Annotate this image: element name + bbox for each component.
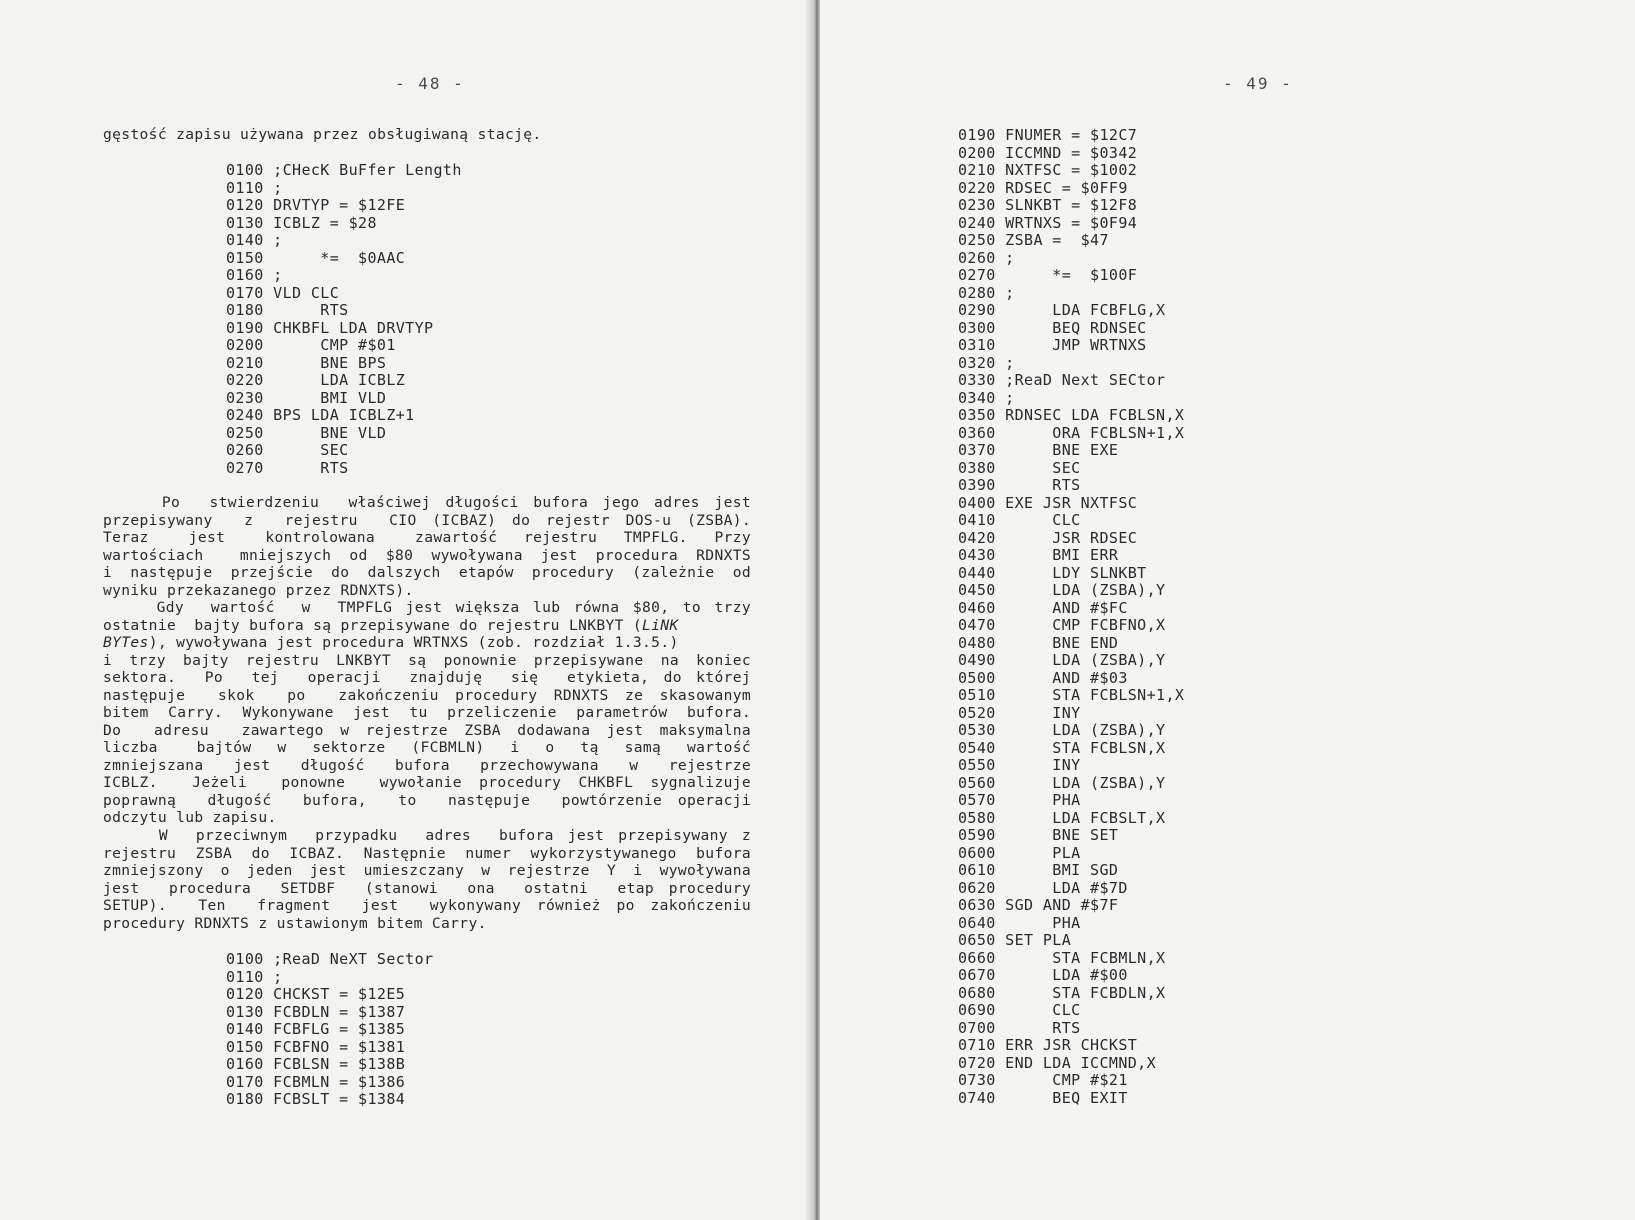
code-line: 0210 BNE BPS: [226, 353, 387, 372]
code-line: 0510 STA FCBLSN+1,X: [958, 686, 1185, 704]
code-line: 0660 STA FCBMLN,X: [958, 948, 1166, 967]
paragraph-line: odczytu lub zapisu.: [103, 809, 277, 826]
paragraph-line: sektora. Po tej operacji znajduję się etykieta, do której: [103, 669, 751, 686]
paragraph-line: Teraz jest kontrolowana zawartość rejestru TMPFLG. Przy: [103, 529, 751, 546]
paragraph-line: bitem Carry. Wykonywane jest tu przeliczenie parametrów bufora.: [103, 704, 751, 721]
code-line: 0400 EXE JSR NXTFSC: [958, 493, 1138, 512]
code-line: 0230 SLNKBT = $12F8: [958, 196, 1138, 214]
code-line: 0610 BMI SGD: [958, 861, 1119, 879]
code-line: 0140 ;: [226, 231, 283, 249]
code-line: 0230 BMI VLD: [226, 388, 387, 407]
paragraph-line: wartościach mniejszych od $80 wywoływana jest procedura RDNXTS: [103, 546, 751, 564]
code-line: 0520 INY: [958, 703, 1081, 722]
code-line: 0380 SEC: [958, 458, 1081, 477]
left-page: [0, 0, 812, 1220]
intro-line: gęstość zapisu używana przez obsługiwaną stację.: [103, 126, 542, 143]
paragraph-line: przepisywany z rejestru CIO (ICBAZ) do rejestr DOS-u (ZSBA).: [103, 511, 751, 529]
code-line: 0280 ;: [958, 283, 1015, 302]
paragraph-line: poprawną długość bufora, to następuje powtórzenie operacji: [103, 791, 751, 809]
code-line: 0190 FNUMER = $12C7: [958, 126, 1138, 144]
paragraph-line: zmniejszana jest długość bufora przechowywana w rejestrze: [103, 756, 751, 774]
code-line: 0680 STA FCBDLN,X: [958, 983, 1166, 1002]
code-line: 0670 LDA #$00: [958, 966, 1128, 984]
paragraph-line: rejestru ZSBA do ICBAZ. Następnie numer wykorzystywanego bufora: [103, 844, 751, 862]
code-line: 0150 FCBFNO = $1381: [226, 1037, 406, 1056]
code-line: 0710 ERR JSR CHCKST: [958, 1036, 1138, 1054]
code-line: 0220 LDA ICBLZ: [226, 371, 406, 389]
paragraph-line: następuje skok po zakończeniu procedury RDNXTS ze skasowanym: [103, 686, 751, 704]
code-line: 0250 ZSBA = $47: [958, 231, 1109, 249]
code-line: 0200 ICCMND = $0342: [958, 143, 1138, 162]
page-number: - 49 -: [1223, 74, 1293, 93]
code-line: 0100 ;CHecK BuFfer Length: [226, 161, 462, 179]
paragraph-line: liczba bajtów w sektorze (FCBMLN) i o tą samą wartość: [103, 739, 751, 756]
paragraph-line: Do adresu zawartego w rejestrze ZSBA dodawana jest maksymalna: [103, 721, 751, 739]
code-line: 0200 CMP #$01: [226, 336, 396, 354]
code-line: 0240 BPS LDA ICBLZ+1: [226, 406, 415, 424]
code-line: 0620 LDA #$7D: [958, 878, 1128, 897]
code-line: 0210 NXTFSC = $1002: [958, 161, 1138, 179]
paragraph-line: wyniku przekazanego przez RDNXTS).: [103, 581, 414, 599]
code-line: 0180 FCBSLT = $1384: [226, 1090, 406, 1108]
code-line: 0690 CLC: [958, 1001, 1081, 1019]
code-line: 0170 VLD CLC: [226, 283, 340, 302]
code-line: 0270 *= $100F: [958, 266, 1138, 284]
code-line: 0220 RDSEC = $0FF9: [958, 178, 1128, 197]
code-line: 0640 PHA: [958, 913, 1081, 932]
code-line: 0630 SGD AND #$7F: [958, 896, 1119, 914]
code-line: 0260 SEC: [226, 441, 349, 459]
code-line: 0580 LDA FCBSLT,X: [958, 808, 1166, 827]
code-line: 0560 LDA (ZSBA),Y: [958, 773, 1166, 792]
code-line: 0260 ;: [958, 248, 1015, 267]
paragraph-line: Gdy wartość w TMPFLG jest większa lub równa $80, to trzy: [103, 599, 751, 616]
code-line: 0290 LDA FCBFLG,X: [958, 301, 1166, 319]
code-line: 0650 SET PLA: [958, 931, 1072, 949]
code-line: 0270 RTS: [226, 458, 349, 477]
code-line: 0100 ;ReaD NeXT Sector: [226, 950, 434, 968]
code-line: 0410 CLC: [958, 511, 1081, 529]
paragraph-line: procedury RDNXTS z ustawionym bitem Carry.: [103, 914, 487, 932]
code-line: 0480 BNE END: [958, 633, 1119, 652]
code-line: 0530 LDA (ZSBA),Y: [958, 721, 1166, 739]
italic-term: BYTes: [103, 634, 149, 651]
paragraph-line-text: ), wywoływana jest procedura WRTNXS (zob. rozdział 1.3.5.): [148, 634, 679, 651]
code-line: 0460 AND #$FC: [958, 598, 1128, 617]
code-line: 0250 BNE VLD: [226, 423, 387, 442]
paragraph-line: [103, 617, 751, 635]
code-line: 0150 *= $0AAC: [226, 248, 406, 267]
paragraph-line: i trzy bajty rejestru LNKBYT są ponownie przepisywane na koniec: [103, 651, 751, 669]
paragraph-line: [103, 634, 751, 652]
code-line: 0180 RTS: [226, 301, 349, 319]
code-line: 0110 ;: [226, 178, 283, 197]
paragraph-line: SETUP). Ten fragment jest wykonywany również po zakończeniu: [103, 897, 751, 914]
code-line: 0570 PHA: [958, 791, 1081, 809]
code-line: 0740 BEQ EXIT: [958, 1088, 1128, 1107]
code-line: 0440 LDY SLNKBT: [958, 563, 1147, 582]
code-line: 0500 AND #$03: [958, 668, 1128, 687]
code-line: 0370 BNE EXE: [958, 441, 1119, 459]
code-line: 0160 ;: [226, 266, 283, 284]
code-line: 0120 CHCKST = $12E5: [226, 985, 406, 1003]
paragraph-line-text: ostatnie bajty bufora są przepisywane do rejestru LNKBYT (: [103, 616, 643, 634]
code-line: 0310 JMP WRTNXS: [958, 336, 1147, 354]
code-line: 0110 ;: [226, 967, 283, 986]
code-line: 0450 LDA (ZSBA),Y: [958, 581, 1166, 599]
code-line: 0730 CMP #$21: [958, 1071, 1128, 1089]
code-line: 0130 ICBLZ = $28: [226, 213, 377, 232]
code-line: 0300 BEQ RDNSEC: [958, 318, 1147, 337]
code-line: 0360 ORA FCBLSN+1,X: [958, 423, 1185, 442]
code-line: 0590 BNE SET: [958, 826, 1119, 844]
paragraph-line: i następuje przejście do dalszych etapów procedury (zależnie od: [103, 564, 751, 581]
code-line: 0720 END LDA ICCMND,X: [958, 1053, 1157, 1072]
code-line: 0430 BMI ERR: [958, 546, 1119, 564]
code-line: 0120 DRVTYP = $12FE: [226, 196, 406, 214]
code-line: 0130 FCBDLN = $1387: [226, 1002, 406, 1021]
code-line: 0420 JSR RDSEC: [958, 528, 1138, 547]
code-line: 0240 WRTNXS = $0F94: [958, 213, 1138, 232]
code-line: 0320 ;: [958, 353, 1015, 372]
code-line: 0470 CMP FCBFNO,X: [958, 616, 1166, 634]
code-line: 0160 FCBLSN = $138B: [226, 1055, 406, 1073]
code-line: 0540 STA FCBLSN,X: [958, 738, 1166, 757]
code-line: 0600 PLA: [958, 843, 1081, 862]
code-line: 0340 ;: [958, 388, 1015, 407]
code-line: 0350 RDNSEC LDA FCBLSN,X: [958, 406, 1185, 424]
paragraph-line: W przeciwnym przypadku adres bufora jest przepisywany z: [103, 827, 751, 844]
code-line: 0490 LDA (ZSBA),Y: [958, 651, 1166, 669]
paragraph-line: ICBLZ. Jeżeli ponowne wywołanie procedury CHKBFL sygnalizuje: [103, 774, 751, 791]
paragraph-line: zmniejszony o jeden jest umieszczany w rejestrze Y i wywoływana: [103, 862, 751, 879]
right-page: [820, 0, 1635, 1220]
code-line: 0700 RTS: [958, 1018, 1081, 1037]
code-line: 0170 FCBMLN = $1386: [226, 1072, 406, 1091]
italic-term: LiNK: [642, 616, 679, 634]
paragraph-line: jest procedura SETDBF (stanowi ona ostatni etap procedury: [103, 879, 751, 897]
page-number: - 48 -: [395, 74, 465, 93]
paragraph-line: Po stwierdzeniu właściwej długości bufora jego adres jest: [103, 494, 751, 511]
code-line: 0550 INY: [958, 756, 1081, 774]
code-line: 0390 RTS: [958, 476, 1081, 494]
code-line: 0330 ;ReaD Next SECtor: [958, 371, 1166, 389]
code-line: 0140 FCBFLG = $1385: [226, 1020, 406, 1038]
code-line: 0190 CHKBFL LDA DRVTYP: [226, 318, 434, 337]
